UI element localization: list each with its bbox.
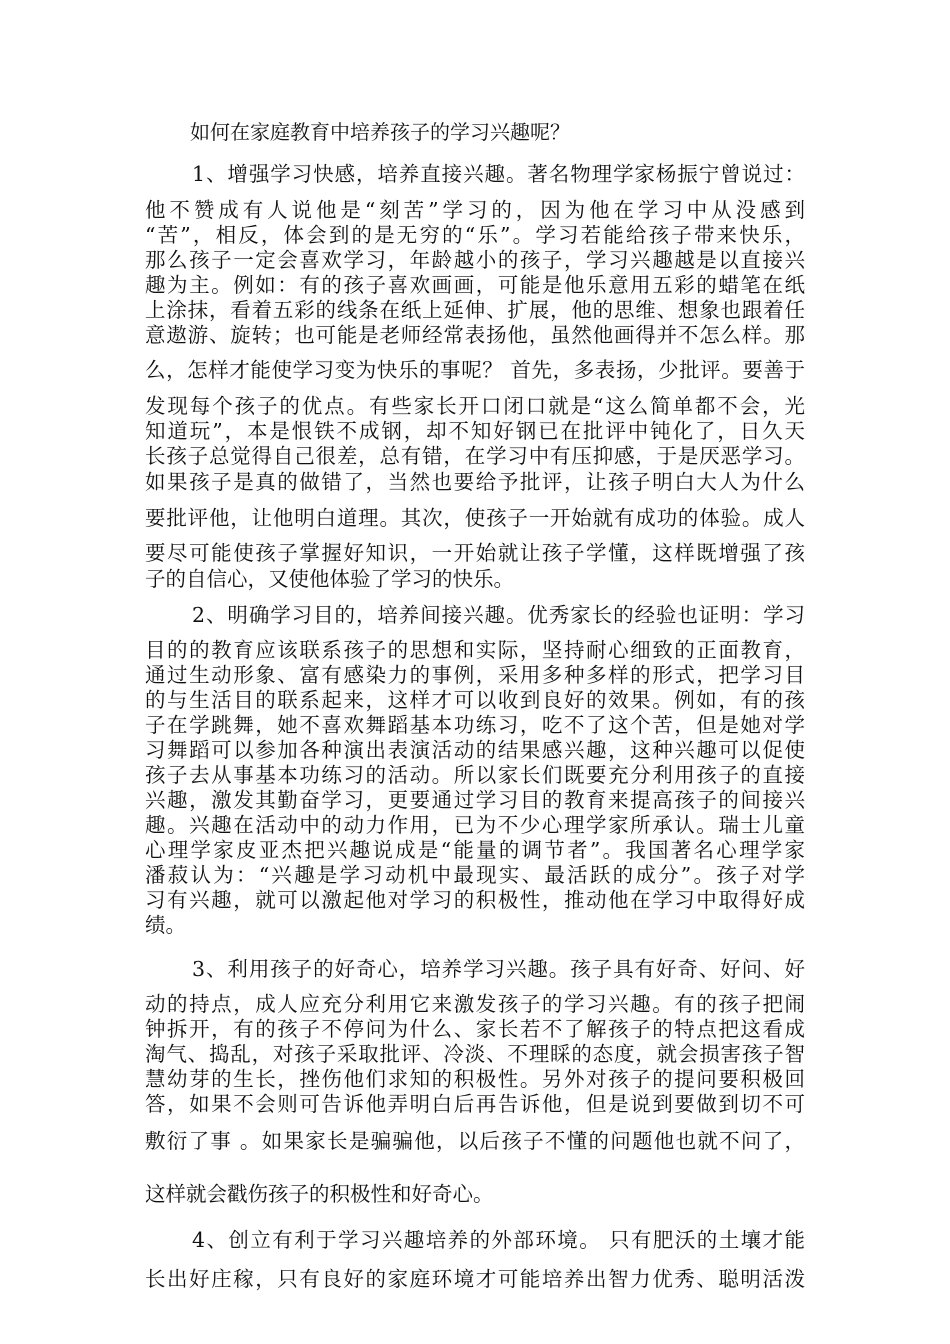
- paragraph-1-line-14: 要尽可能使孩子掌握好知识，一开始就让孩子学懂，这样既增强了孩: [145, 541, 805, 565]
- paragraph-1-line-5: 趣为主。例如：有的孩子喜欢画画，可能是他乐意用五彩的蜡笔在纸: [145, 273, 805, 297]
- paragraph-1-line-6: 上涂抹，看着五彩的线条在纸上延伸、扩展，他的思维、想象也跟着任: [145, 298, 805, 322]
- paragraph-1-line-12: 如果孩子是真的做错了，当然也要给予批评，让孩子明白大人为什么: [145, 470, 805, 494]
- document-title: 如何在家庭教育中培养孩子的学习兴趣呢？: [190, 120, 570, 144]
- paragraph-1-line-7: 意遨游、旋转；也可能是老师经常表扬他，虽然他画得并不怎么样。那: [145, 323, 805, 347]
- paragraph-2-line-6: 习舞蹈可以参加各种演出表演活动的结果感兴趣，这种兴趣可以促使: [145, 738, 805, 762]
- paragraph-3-line-1: 3、利用孩子的好奇心，培养学习兴趣。孩子具有好奇、好问、好: [192, 957, 805, 981]
- paragraph-3-line-8: 这样就会戳伤孩子的积极性和好奇心。: [145, 1182, 494, 1206]
- paragraph-1-line-10: 知道玩”，本是恨铁不成钢，却不知好钢已在批评中钝化了，日久天: [145, 419, 805, 443]
- paragraph-2-line-5: 子在学跳舞，她不喜欢舞蹈基本功练习，吃不了这个苦，但是她对学: [145, 713, 805, 737]
- paragraph-2-line-12: 习有兴趣，就可以激起他对学习的积极性，推动他在学习中取得好成: [145, 888, 805, 912]
- paragraph-2-line-9: 趣。兴趣在活动中的动力作用，已为不少心理学家所承认。瑞士儿童: [145, 813, 805, 837]
- paragraph-3-line-5: 慧幼芽的生长，挫伤他们求知的积极性。另外对孩子的提问要积极回: [145, 1067, 805, 1091]
- paragraph-4-line-2: 长出好庄稼，只有良好的家庭环境才可能培养出智力优秀、聪明活泼: [145, 1267, 805, 1291]
- paragraph-1-line-1: 1、增强学习快感，培养直接兴趣。著名物理学家杨振宁曾说过：: [192, 162, 805, 186]
- paragraph-1-line-3: “苦”，相反，体会到的是无穷的“乐”。学习若能给孩子带来快乐，: [145, 223, 805, 247]
- paragraph-1-line-8: 么，怎样才能使学习变为快乐的事呢？ 首先，多表扬，少批评。要善于: [145, 358, 805, 382]
- paragraph-1-line-15: 子的自信心，又使他体验了学习的快乐。: [145, 567, 514, 591]
- paragraph-1-line-2: 他不赞成有人说他是“刻苦”学习的，因为他在学习中从没感到: [145, 198, 805, 222]
- paragraph-1-line-13: 要批评他，让他明白道理。其次，使孩子一开始就有成功的体验。成人: [145, 506, 805, 530]
- paragraph-2-line-4: 的与生活目的联系起来，这样才可以收到良好的效果。例如，有的孩: [145, 688, 805, 712]
- paragraph-3-line-2: 动的持点，成人应充分利用它来激发孩子的学习兴趣。有的孩子把闹: [145, 992, 805, 1016]
- paragraph-2-line-13: 绩。: [145, 913, 186, 937]
- paragraph-1-line-11: 长孩子总觉得自己很差，总有错，在学习中有压抑感，于是厌恶学习。: [145, 444, 805, 468]
- paragraph-3-line-3: 钟拆开，有的孩子不停问为什么、家长若不了解孩子的特点把这看成: [145, 1017, 805, 1041]
- paragraph-2-line-8: 兴趣，激发其勤奋学习，更要通过学习目的教育来提高孩子的间接兴: [145, 788, 805, 812]
- paragraph-3-line-7: 敷衍了事 。如果家长是骗骗他，以后孩子不懂的问题他也就不问了，: [145, 1129, 805, 1153]
- paragraph-1-line-9: 发现每个孩子的优点。有些家长开口闭口就是“这么简单都不会，光: [145, 394, 805, 418]
- paragraph-3-line-6: 答，如果不会则可告诉他弄明白后再告诉他，但是说到要做到切不可: [145, 1092, 805, 1116]
- paragraph-2-line-1: 2、明确学习目的，培养间接兴趣。优秀家长的经验也证明：学习: [192, 603, 805, 627]
- paragraph-2-line-10: 心理学家皮亚杰把兴趣说成是“能量的调节者”。我国著名心理学家: [145, 838, 805, 862]
- paragraph-4-line-1: 4、创立有利于学习兴趣培养的外部环境。 只有肥沃的土壤才能: [192, 1228, 805, 1252]
- paragraph-3-line-4: 淘气、捣乱，对孩子采取批评、冷淡、不理睬的态度，就会损害孩子智: [145, 1042, 805, 1066]
- paragraph-2-line-2: 目的的教育应该联系孩子的思想和实际，坚持耐心细致的正面教育，: [145, 638, 805, 662]
- paragraph-2-line-11: 潘菽认为：“兴趣是学习动机中最现实、最活跃的成分”。孩子对学: [145, 863, 805, 887]
- paragraph-1-line-4: 那么孩子一定会喜欢学习，年龄越小的孩子，学习兴趣越是以直接兴: [145, 248, 805, 272]
- paragraph-2-line-3: 通过生动形象、富有感染力的事例，采用多种多样的形式，把学习目: [145, 663, 805, 687]
- paragraph-2-line-7: 孩子去从事基本功练习的活动。所以家长们既要充分利用孩子的直接: [145, 763, 805, 787]
